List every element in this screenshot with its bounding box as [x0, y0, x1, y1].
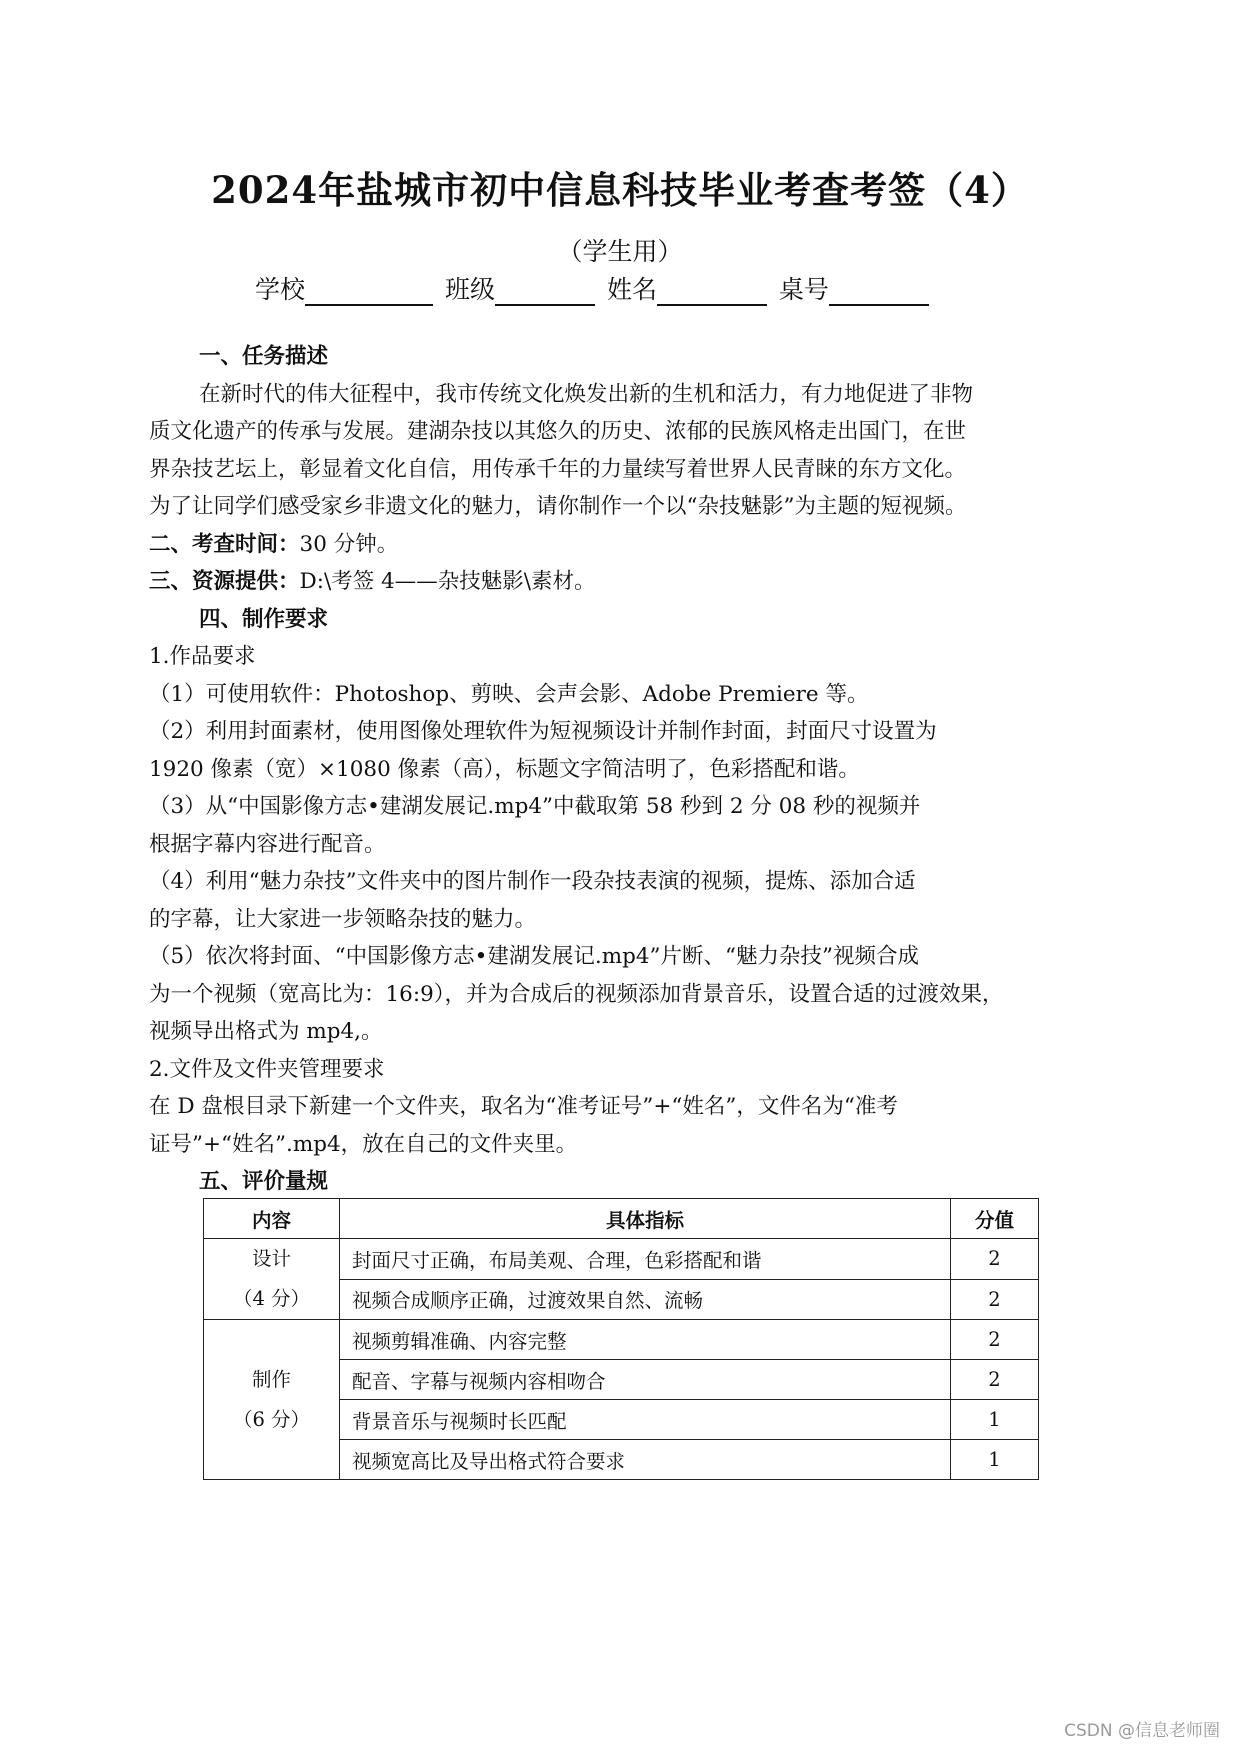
- section5-heading: 五、评价量规: [199, 1169, 329, 1194]
- score-cell: 2: [951, 1239, 1039, 1280]
- category-points: （4 分）: [232, 1287, 311, 1310]
- section2-text: 30 分钟。: [299, 531, 399, 557]
- score-cell: 1: [951, 1440, 1039, 1480]
- table-header: 内容: [204, 1199, 340, 1239]
- class-label: 班级: [444, 275, 495, 304]
- section1-line: 质文化遗产的传承与发展。建湖杂技以其悠久的历史、浓郁的民族风格走出国门，在世: [149, 419, 967, 444]
- table-header: 分值: [951, 1199, 1039, 1239]
- sub1-heading: 1.作品要求: [149, 644, 256, 669]
- requirement-item-4-line: （4）利用“魅力杂技”文件夹中的图片制作一段杂技表演的视频，提炼、添加合适: [149, 869, 916, 894]
- requirement-item-5-line: 视频导出格式为 mp4,。: [149, 1019, 383, 1044]
- table-header: 具体指标: [340, 1199, 951, 1239]
- criterion-cell: 背景音乐与视频时长匹配: [340, 1400, 951, 1440]
- watermark: CSDN @信息老师圈: [1064, 1721, 1220, 1741]
- category-cell: [204, 1320, 340, 1480]
- criterion-cell: 视频宽高比及导出格式符合要求: [340, 1440, 951, 1480]
- table-header-row: [204, 1199, 1039, 1239]
- page-title: 2024年盐城市初中信息科技毕业考查考签（4）: [211, 168, 1029, 212]
- section1-heading: 一、任务描述: [199, 344, 329, 369]
- name-label: 姓名: [606, 275, 657, 304]
- category-points: （6 分）: [232, 1407, 311, 1431]
- school-blank: [305, 278, 433, 306]
- section1-line: 为了让同学们感受家乡非遗文化的魅力，请你制作一个以“杂技魅影”为主题的短视频。: [149, 494, 967, 519]
- table-row: [204, 1239, 1039, 1280]
- section2-heading: 二、考查时间：: [149, 531, 300, 557]
- requirement-item-3-line: （3）从“中国影像方志•建湖发展记.mp4”中截取第 58 秒到 2 分 08 秒的视频并: [149, 794, 921, 819]
- requirement-item-2-line: 1920 像素（宽）×1080 像素（高），标题文字简洁明了，色彩搭配和谐。: [149, 756, 860, 782]
- requirement-item-5-line: 为一个视频（宽高比为：16:9），并为合成后的视频添加背景音乐，设置合适的过渡效果，: [149, 981, 1004, 1007]
- criterion-cell: 视频合成顺序正确，过渡效果自然、流畅: [340, 1279, 951, 1320]
- score-cell: 2: [951, 1279, 1039, 1320]
- requirement-item-5-line: （5）依次将封面、“中国影像方志•建湖发展记.mp4”片断、“魅力杂技”视频合成: [149, 944, 919, 969]
- class-blank: [495, 278, 595, 306]
- section1-line: 在新时代的伟大征程中，我市传统文化焕发出新的生机和活力，有力地促进了非物: [199, 381, 974, 407]
- table-row: [204, 1320, 1039, 1360]
- desk-label: 桌号: [778, 275, 829, 304]
- student-info-fields: [255, 270, 933, 306]
- section3-heading: 三、资源提供：: [149, 569, 300, 594]
- requirement-item-3-line: 根据字幕内容进行配音。: [149, 831, 386, 857]
- requirement-item-2-line: （2）利用封面素材，使用图像处理软件为短视频设计并制作封面，封面尺寸设置为: [149, 719, 937, 744]
- score-cell: 2: [951, 1360, 1039, 1400]
- category-name: 制作: [251, 1367, 291, 1391]
- category-name: 设计: [251, 1247, 291, 1270]
- desk-blank: [829, 278, 929, 306]
- section4-heading: 四、制作要求: [199, 606, 329, 632]
- criterion-cell: 封面尺寸正确，布局美观、合理，色彩搭配和谐: [340, 1239, 951, 1280]
- criterion-cell: 配音、字幕与视频内容相吻合: [340, 1360, 951, 1400]
- page-subtitle: （学生用）: [557, 237, 683, 266]
- name-blank: [657, 278, 767, 306]
- evaluation-table: [203, 1198, 1039, 1480]
- section3: [149, 563, 1089, 601]
- criterion-cell: 视频剪辑准确、内容完整: [340, 1320, 951, 1360]
- school-label: 学校: [255, 275, 306, 304]
- exam-body: [149, 338, 1089, 1201]
- sub2-heading: 2.文件及文件夹管理要求: [149, 1056, 385, 1082]
- requirement-item-4-line: 的字幕，让大家进一步领略杂技的魅力。: [149, 906, 537, 932]
- category-cell: [204, 1239, 340, 1320]
- score-cell: 1: [951, 1400, 1039, 1440]
- file-requirement-line: 证号”+“姓名”.mp4，放在自己的文件夹里。: [149, 1131, 578, 1157]
- score-cell: 2: [951, 1320, 1039, 1360]
- file-requirement-line: 在 D 盘根目录下新建一个文件夹，取名为“准考证号”+“姓名”，文件名为“准考: [149, 1094, 898, 1119]
- requirement-item-1: （1）可使用软件：Photoshop、剪映、会声会影、Adobe Premiere 等。: [149, 681, 869, 707]
- section3-text: D:\考签 4——杂技魅影\素材。: [299, 569, 596, 594]
- section1-line: 界杂技艺坛上，彰显着文化自信，用传承千年的力量续写着世界人民青睐的东方文化。: [149, 456, 967, 482]
- section2: [149, 526, 1089, 564]
